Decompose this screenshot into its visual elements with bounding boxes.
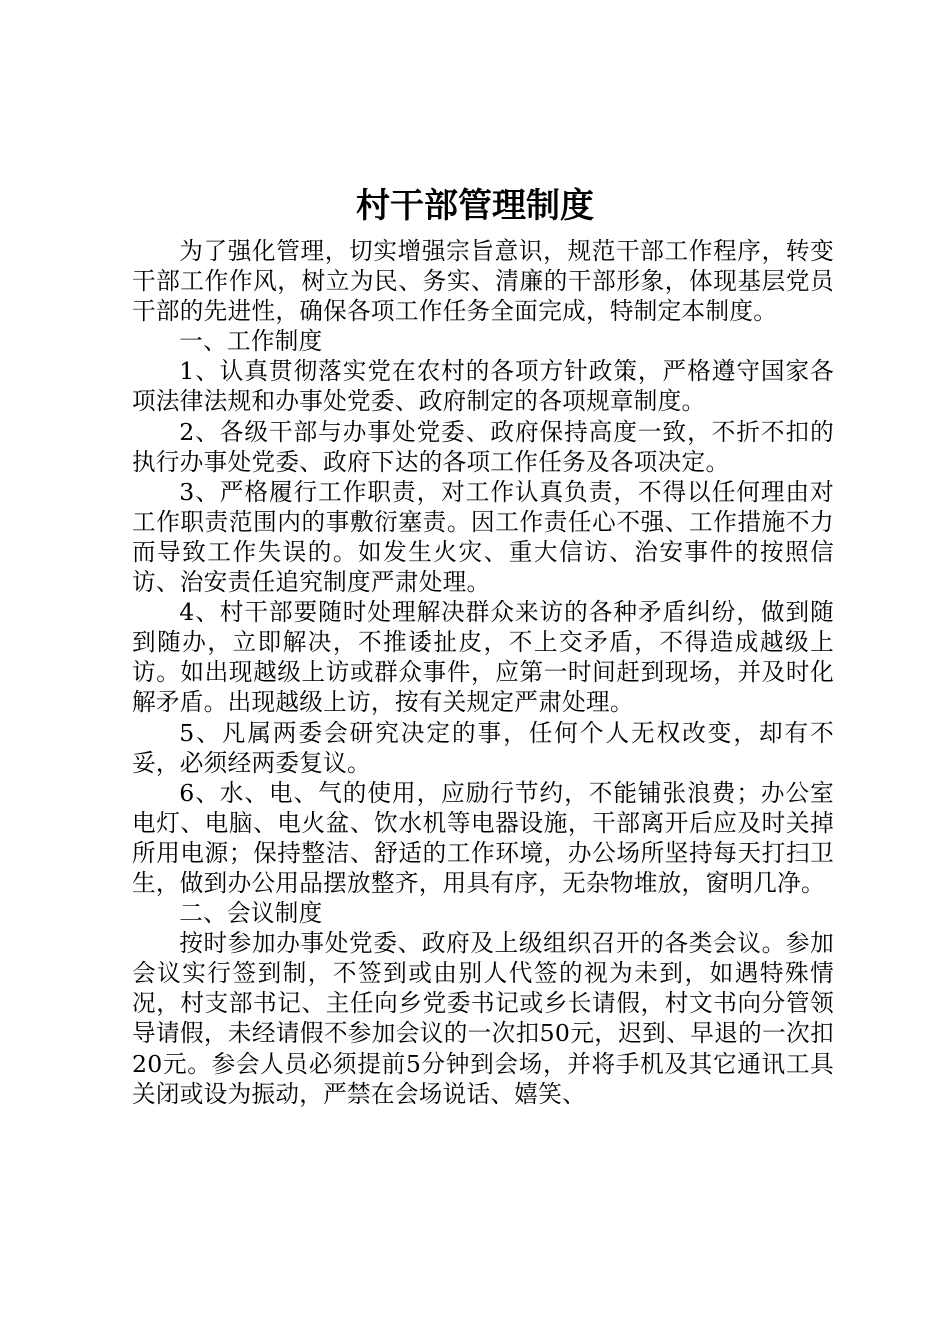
rule-paragraph-4: 4、村干部要随时处理解决群众来访的各种矛盾纠纷，做到随到随办，立即解决，不推诿扯皮，不上交矛盾，不得造成越级上访。如出现越级上访或群众事件，应第一时间赶到现场，并及时化解矛盾。出现越级上访，按有关规定严肃处理。 [132, 598, 834, 717]
rule-paragraph-2: 2、各级干部与办事处党委、政府保持高度一致，不折不扣的执行办事处党委、政府下达的各项工作任务及各项决定。 [132, 417, 834, 476]
rule-paragraph-5: 5、凡属两委会研究决定的事，任何个人无权改变，却有不妥，必须经两委复议。 [132, 718, 834, 777]
document-body [132, 236, 834, 1109]
rule-paragraph-6: 6、水、电、气的使用，应励行节约，不能铺张浪费；办公室电灯、电脑、电火盆、饮水机等电器设施，干部离开后应及时关掉所用电源；保持整洁、舒适的工作环境，办公场所坚持每天打扫卫生，做到办公用品摆放整齐，用具有序，无杂物堆放，窗明几净。 [132, 778, 834, 897]
section-heading-meeting-rules: 二、会议制度 [179, 899, 323, 928]
intro-paragraph: 为了强化管理，切实增强宗旨意识，规范干部工作程序，转变干部工作作风，树立为民、务实、清廉的干部形象，体现基层党员干部的先进性，确保各项工作任务全面完成，特制定本制度。 [132, 237, 834, 326]
document-title: 村干部管理制度 [356, 186, 594, 226]
rule-paragraph-1: 1、认真贯彻落实党在农村的各项方针政策，严格遵守国家各项法律法规和办事处党委、政府制定的各项规章制度。 [132, 357, 834, 416]
rule-paragraph-3: 3、严格履行工作职责，对工作认真负责，不得以任何理由对工作职责范围内的事敷衍塞责。因工作责任心不强、工作措施不力而导致工作失误的。如发生火灾、重大信访、治安事件的按照信访、治安责任追究制度严肃处理。 [132, 477, 834, 597]
meeting-paragraph: 按时参加办事处党委、政府及上级组织召开的各类会议。参加会议实行签到制，不签到或由别人代签的视为未到，如遇特殊情况，村支部书记、主任向乡党委书记或乡长请假，村文书向分管领导请假，未经请假不参加会议的一次扣50元，迟到、早退的一次扣20元。参会人员必须提前5分钟到会场，并将手机及其它通讯工具关闭或设为振动，严禁在会场说话、嬉笑、 [132, 929, 834, 1108]
section-heading-work-rules: 一、工作制度 [179, 327, 323, 356]
